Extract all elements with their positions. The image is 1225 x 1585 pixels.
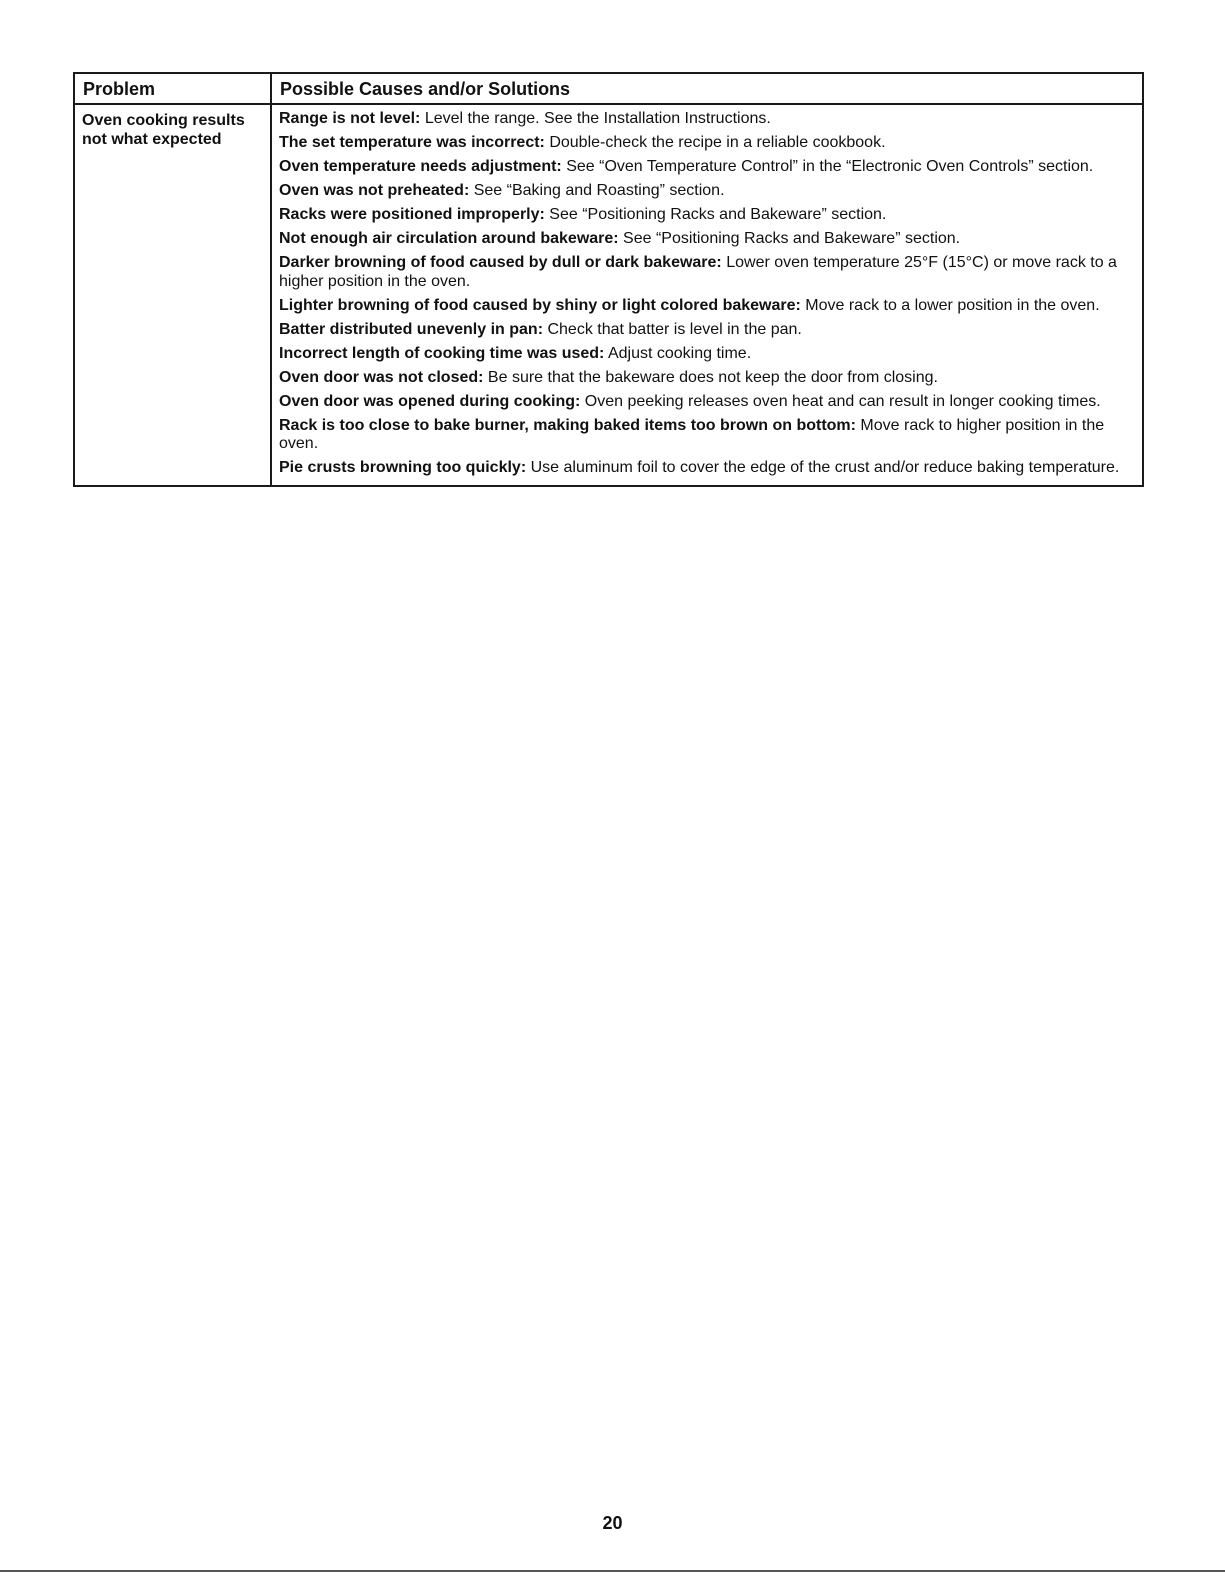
solution-text: Check that batter is level in the pan. [543,320,802,338]
solution-entry [279,369,1136,388]
solution-entry [279,254,1136,291]
solution-entry [279,393,1136,412]
solution-text: Move rack to higher position in the oven. [279,416,1105,452]
troubleshooting-table [73,72,1144,487]
header-problem: Problem [74,73,271,104]
solution-label: Rack is too close to bake burner, making baked items too brown on bottom: [279,416,856,434]
solution-label: Batter distributed unevenly in pan: [279,320,544,338]
solution-text: See “Positioning Racks and Bakeware” section. [618,230,961,247]
solution-text: Use aluminum foil to cover the edge of the crust and/or reduce baking temperature. [526,459,1120,476]
solution-label: Lighter browning of food caused by shiny or light colored bakeware: [279,296,801,314]
solution-text: Adjust cooking time. [604,344,752,362]
table-row [74,104,1143,486]
solution-label: Pie crusts browning too quickly: [279,459,527,476]
solution-text: Oven peeking releases oven heat and can result in longer cooking times. [580,392,1101,410]
solution-text: Be sure that the bakeware does not keep the door from closing. [483,368,938,386]
solution-text: Double-check the recipe in a reliable cookbook. [544,134,886,151]
solution-text: See “Baking and Roasting” section. [469,182,725,199]
solution-entry [279,297,1136,316]
solutions-cell [271,104,1143,486]
solution-label: Oven door was opened during cooking: [279,392,581,410]
solution-label: Darker browning of food caused by dull or dark bakeware: [279,254,722,271]
solution-entry [279,417,1136,454]
solution-entry [279,321,1136,340]
solution-label: Oven door was not closed: [279,368,484,386]
solution-entry [279,134,1136,153]
solution-entry [279,182,1136,201]
solution-entry [279,345,1136,364]
solution-label: The set temperature was incorrect: [279,134,545,151]
solution-text: Move rack to a lower position in the oven. [800,296,1100,314]
solution-text: See “Oven Temperature Control” in the “Electronic Oven Controls” section. [561,158,1094,175]
table-header-row [74,73,1143,104]
solution-entry [279,459,1136,478]
solution-label: Range is not level: [279,110,421,127]
header-solutions: Possible Causes and/or Solutions [271,73,1143,104]
solution-label: Racks were positioned improperly: [279,206,545,223]
solution-label: Not enough air circulation around bakeware: [279,230,619,247]
problem-cell: Oven cooking results not what expected [74,104,271,486]
solution-text: See “Positioning Racks and Bakeware” section. [544,206,887,223]
solution-label: Oven temperature needs adjustment: [279,158,562,175]
bottom-divider [0,1570,1225,1572]
page-number: 20 [602,1513,623,1533]
solution-entry [279,158,1136,177]
solution-text: Level the range. See the Installation Instructions. [420,110,771,127]
solution-label: Oven was not preheated: [279,182,470,199]
solution-entry [279,206,1136,225]
solution-entry [279,110,1136,129]
solution-label: Incorrect length of cooking time was used: [279,344,605,362]
solution-text: Lower oven temperature 25°F (15°C) or move rack to a higher position in the oven. [279,254,1117,290]
solution-entry [279,230,1136,249]
